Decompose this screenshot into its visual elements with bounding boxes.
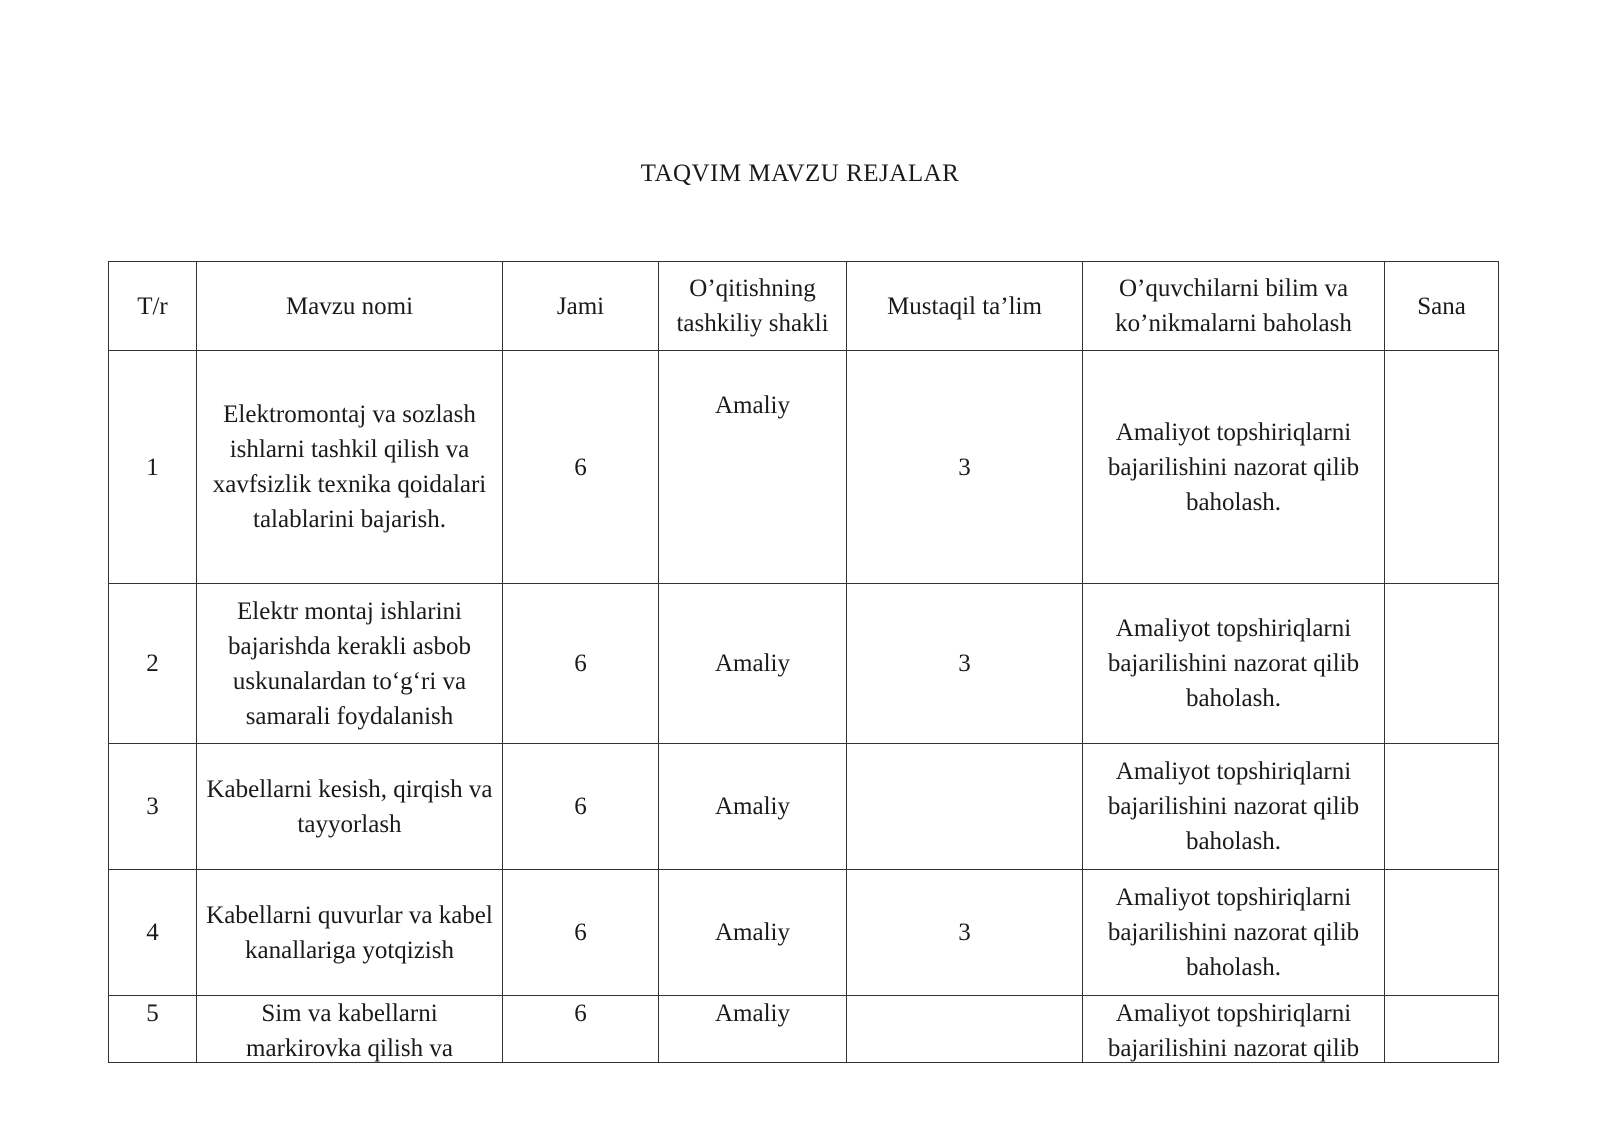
- cell-date: [1385, 744, 1499, 870]
- header-independent: Mustaqil ta’lim: [847, 262, 1083, 351]
- cell-topic: Kabellarni quvurlar va kabel kanallariga yotqizish: [197, 870, 503, 996]
- cell-num: 4: [109, 870, 197, 996]
- cell-num: 3: [109, 744, 197, 870]
- cell-topic: [197, 996, 503, 1063]
- table-header-row: [109, 262, 1499, 351]
- cell-total: 6: [503, 744, 659, 870]
- cell-num: [109, 996, 197, 1063]
- cell-topic-text: Sim va kabellarni markirovka qilish va: [246, 1000, 453, 1062]
- cell-independent-text: [853, 996, 1076, 1062]
- topic-plan-table: [108, 261, 1499, 1063]
- cell-total: 6: [503, 584, 659, 744]
- page-title: TAQVIM MAVZU REJALAR: [640, 160, 960, 187]
- cell-date: [1385, 870, 1499, 996]
- cell-date-text: [1391, 996, 1492, 1062]
- cell-date: [1385, 584, 1499, 744]
- cell-form: [659, 996, 847, 1063]
- cell-topic: Elektr montaj ishlarini bajarishda kerakli asbob uskunalardan to‘g‘ri va samarali foydalanish: [197, 584, 503, 744]
- cell-assessment: Amaliyot topshiriqlarni bajarilishini nazorat qilib baholash.: [1083, 744, 1385, 870]
- cell-total: [503, 996, 659, 1063]
- cell-independent: 3: [847, 870, 1083, 996]
- cell-topic: Elektromontaj va sozlash ishlarni tashkil qilish va xavfsizlik texnika qoidalari talablarini bajarish.: [197, 351, 503, 584]
- header-assessment: O’quvchilarni bilim va ko’nikmalarni baholash: [1083, 262, 1385, 351]
- header-form: O’qitishning tashkiliy shakli: [659, 262, 847, 351]
- cell-form: Amaliy: [659, 351, 847, 584]
- cell-independent: [847, 744, 1083, 870]
- cell-form: Amaliy: [659, 584, 847, 744]
- table-row: [109, 870, 1499, 996]
- cell-num: 1: [109, 351, 197, 584]
- table-row: [109, 351, 1499, 584]
- cell-assessment: [1083, 996, 1385, 1063]
- cell-assessment: Amaliyot topshiriqlarni bajarilishini nazorat qilib baholash.: [1083, 870, 1385, 996]
- table-row: [109, 996, 1499, 1063]
- table-row: [109, 744, 1499, 870]
- cell-assessment: Amaliyot topshiriqlarni bajarilishini nazorat qilib baholash.: [1083, 351, 1385, 584]
- cell-num: 2: [109, 584, 197, 744]
- header-date: Sana: [1385, 262, 1499, 351]
- cell-date: [1385, 351, 1499, 584]
- cell-assessment: Amaliyot topshiriqlarni bajarilishini nazorat qilib baholash.: [1083, 584, 1385, 744]
- cell-independent: [847, 996, 1083, 1063]
- table-row: [109, 584, 1499, 744]
- cell-form: Amaliy: [659, 744, 847, 870]
- cell-num-text: 5: [146, 1000, 159, 1027]
- cell-date: [1385, 996, 1499, 1063]
- cell-independent: 3: [847, 351, 1083, 584]
- cell-total: 6: [503, 870, 659, 996]
- header-num: T/r: [109, 262, 197, 351]
- header-topic: Mavzu nomi: [197, 262, 503, 351]
- cell-topic: Kabellarni kesish, qirqish va tayyorlash: [197, 744, 503, 870]
- cell-assessment-text: Amaliyot topshiriqlarni bajarilishini nazorat qilib: [1107, 1000, 1360, 1062]
- cell-total-text: 6: [574, 1000, 587, 1027]
- cell-independent: 3: [847, 584, 1083, 744]
- cell-form: Amaliy: [659, 870, 847, 996]
- header-total: Jami: [503, 262, 659, 351]
- cell-total: 6: [503, 351, 659, 584]
- cell-form-text: Amaliy: [715, 1000, 790, 1027]
